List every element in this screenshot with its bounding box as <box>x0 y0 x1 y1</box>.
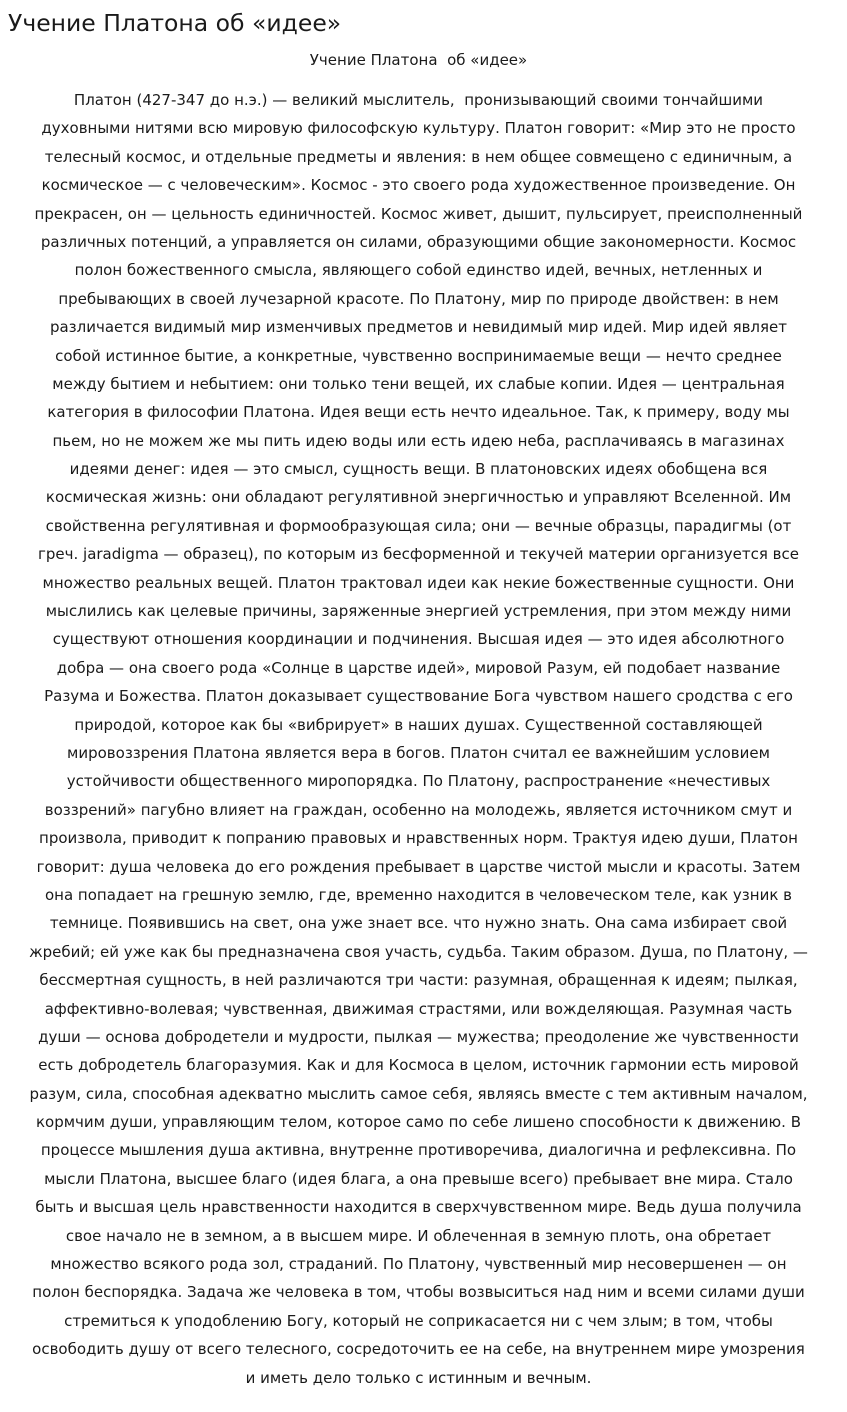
body-line: множество всякого рода зол, страданий. По Платону, чувственный мир несовершенен — он <box>50 1255 787 1274</box>
body-line: свое начало не в земном, а в высшем мире. И облеченная в земную плоть, она обретает <box>65 1226 772 1245</box>
body-line: свойственна регулятивная и формообразующая сила; они — вечные образцы, парадигмы (от <box>45 516 792 535</box>
body-line: идеями денег: идея — это смысл, сущность вещи. В платоновских идеях обобщена вся <box>69 460 768 479</box>
body-line: кормчим души, управляющим телом, которое само по себе лишено способности к движению. В <box>35 1113 802 1132</box>
body-line: бессмертная сущность, в ней различаются три части: разумная, обращенная к идеям; пылкая, <box>39 971 798 990</box>
body-line: души — основа добродетели и мудрости, пылкая — мужества; преодоление же чувственности <box>38 1027 799 1046</box>
body-line: стремиться к уподоблению Богу, который не соприкасается ни с чем злым; в том, чтобы <box>64 1311 773 1330</box>
body-line: мысли Платона, высшее благо (идея блага, а она превыше всего) пребывает вне мира. Стало <box>44 1169 793 1188</box>
body-line: темнице. Появившись на свет, она уже знает все. что нужно знать. Она сама избирает свой <box>49 914 788 933</box>
body-line: собой истинное бытие, а конкретные, чувственно воспринимаемые вещи — нечто среднее <box>55 346 782 365</box>
body-line: природой, которое как бы «вибрирует» в наших душах. Существенной составляющей <box>74 715 763 734</box>
body-line: мыслились как целевые причины, заряженные энергией устремления, при этом между ними <box>45 602 792 621</box>
body-line: жребий; ей уже как бы предназначена своя участь, судьба. Таким образом. Душа, по Платону, — <box>29 942 808 961</box>
body-line: и иметь дело только с истинным и вечным. <box>245 1368 592 1387</box>
body-line: космическое — с человеческим». Космос - это своего рода художественное произведение. Он <box>41 176 796 195</box>
body-line: аффективно-волевая; чувственная, движимая страстями, или вожделяющая. Разумная часть <box>44 999 793 1018</box>
body-text <box>0 86 837 1392</box>
body-line: воззрений» пагубно влияет на граждан, особенно на молодежь, является источником смут и <box>44 800 793 819</box>
body-line: различных потенций, а управляется он силами, образующими общие закономерности. Космос <box>40 232 797 251</box>
body-line: телесный космос, и отдельные предметы и явления: в нем общее совмещено с единичным, а <box>44 147 793 166</box>
body-line: процессе мышления душа активна, внутренне противоречива, диалогична и рефлексивна. По <box>40 1141 797 1160</box>
body-line: она попадает на грешную землю, где, временно находится в человеческом теле, как узник в <box>44 885 793 904</box>
body-line: полон беспорядка. Задача же человека в том, чтобы возвыситься над ним и всеми силами души <box>32 1283 805 1302</box>
body-line: говорит: душа человека до его рождения пребывает в царстве чистой мысли и красоты. Затем <box>36 857 801 876</box>
body-line: мировоззрения Платона является вера в богов. Платон считал ее важнейшим условием <box>67 743 770 762</box>
body-line: категория в философии Платона. Идея вещи есть нечто идеальное. Так, к примеру, воду мы <box>47 403 790 422</box>
body-line: греч. jaradigma — образец), по которым из бесформенной и текучей материи организуется все <box>38 545 799 564</box>
body-line: есть добродетель благоразумия. Как и для Космоса в целом, источник гармонии есть мировой <box>38 1056 799 1075</box>
page-title: Учение Платона об «идее» <box>8 9 342 37</box>
body-line: между бытием и небытием: они только тени вещей, их слабые копии. Идея — центральная <box>52 374 785 393</box>
body-line: пьем, но не можем же мы пить идею воды или есть идею неба, расплачиваясь в магазинах <box>52 431 785 450</box>
body-line: Платон (427-347 до н.э.) — великий мыслитель, пронизывающий своими тончайшими <box>73 91 764 109</box>
document-subtitle: Учение Платона об «идее» <box>309 51 528 69</box>
body-line: космическая жизнь: они обладают регулятивной энергичностью и управляют Вселенной. Им <box>45 488 792 507</box>
body-line: различается видимый мир изменчивых предметов и невидимый мир идей. Мир идей являет <box>49 318 788 337</box>
body-line: пребывающих в своей лучезарной красоте. По Платону, мир по природе двойствен: в нем <box>58 289 779 308</box>
body-line: освободить душу от всего телесного, сосредоточить ее на себе, на внутреннем мире умозрения <box>32 1340 805 1359</box>
body-line: полон божественного смысла, являющего собой единство идей, вечных, нетленных и <box>74 261 763 280</box>
body-line: духовными нитями всю мировую философскую культуру. Платон говорит: «Мир это не просто <box>41 119 796 138</box>
body-line: разум, сила, способная адекватно мыслить самое себя, являясь вместе с тем активным началом, <box>29 1084 808 1103</box>
body-line: быть и высшая цель нравственности находится в сверхчувственном мире. Ведь душа получила <box>35 1198 802 1217</box>
body-line: добра — она своего рода «Солнце в царстве идей», мировой Разум, ей подобает название <box>56 658 781 677</box>
body-line: множество реальных вещей. Платон трактовал идеи как некие божественные сущности. Они <box>42 573 795 592</box>
body-line: Разума и Божества. Платон доказывает существование Бога чувством нашего сродства с его <box>44 687 793 706</box>
body-line: устойчивости общественного миропорядка. По Платону, распространение «нечестивых <box>66 772 771 791</box>
body-line: прекрасен, он — цельность единичностей. Космос живет, дышит, пульсирует, преисполненный <box>34 204 803 223</box>
body-line: произвола, приводит к попранию правовых и нравственных норм. Трактуя идею души, Платон <box>39 829 798 848</box>
body-line: существуют отношения координации и подчинения. Высшая идея — это идея абсолютного <box>52 630 785 649</box>
